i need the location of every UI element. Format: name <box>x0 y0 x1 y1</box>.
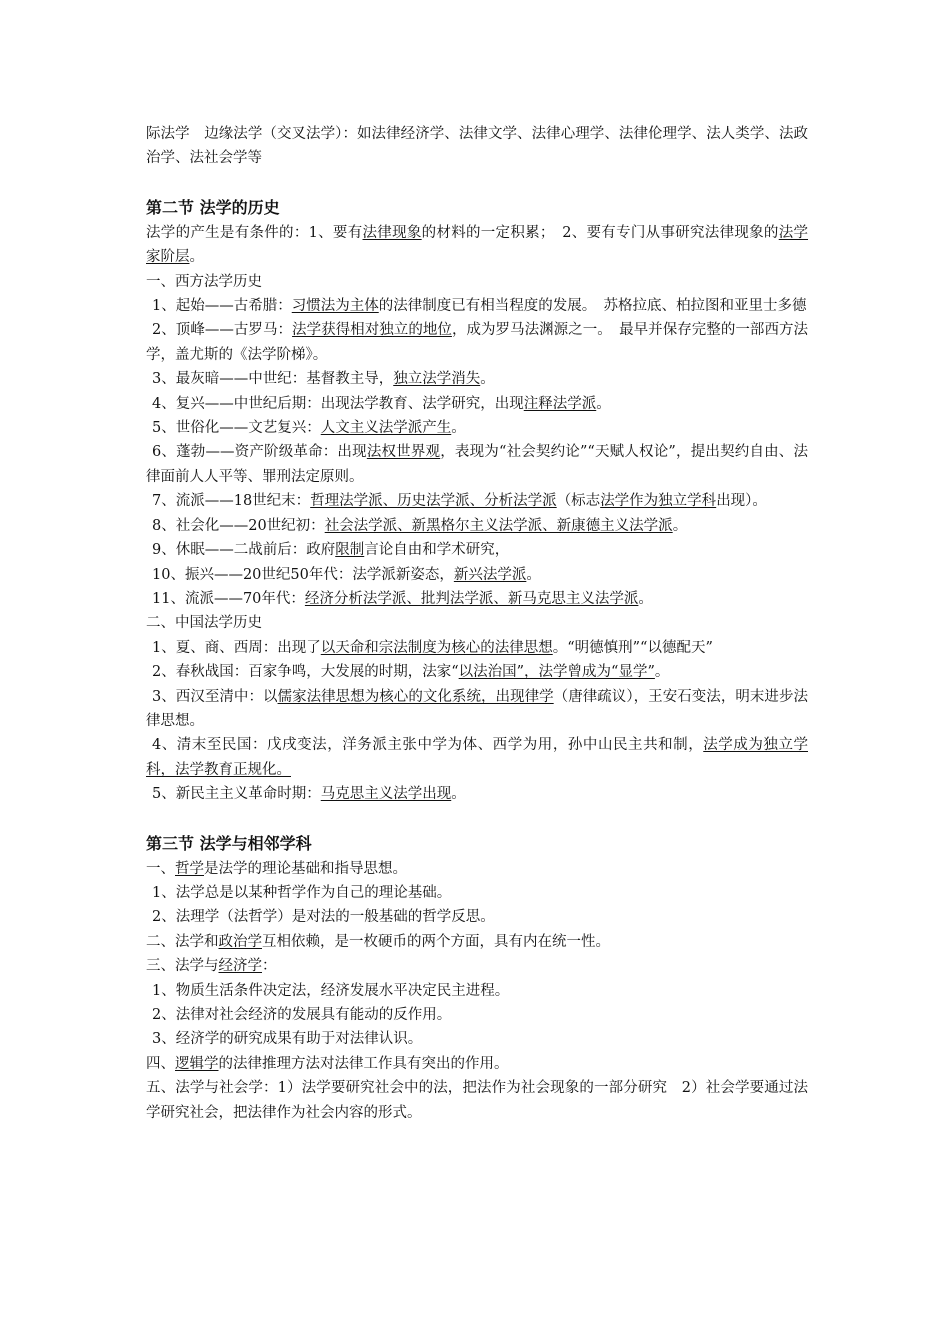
discipline-item: 二、法学和政治学互相依赖，是一枚硬币的两个方面，具有内在统一性。 <box>146 933 610 950</box>
intro-paragraph: 际法学 边缘法学（交叉法学）：如法律经济学、法律文学、法律心理学、法律伦理学、法人类学、法政治学、法社会学等 <box>146 126 808 167</box>
west-item: 2、顶峰——古罗马：法学获得相对独立的地位，成为罗马法渊源之一。 最早并保存完整的一部西方法学，盖尤斯的《法学阶梯》。 <box>146 322 809 363</box>
west-item: 6、蓬勃——资产阶级革命：出现法权世界观，表现为“社会契约论”“天赋人权论”，提出契约自由、法律面前人人平等、罪刑法定原则。 <box>146 444 808 485</box>
west-history-title: 一、西方法学历史 <box>146 273 262 290</box>
china-item: 2、春秋战国：百家争鸣，大发展的时期，法家“以法治国”，法学曾成为“显学”。 <box>152 664 670 681</box>
discipline-item: 2、法律对社会经济的发展具有能动的反作用。 <box>152 1007 452 1023</box>
discipline-item: 3、经济学的研究成果有助于对法律认识。 <box>152 1031 423 1048</box>
discipline-item: 2、法理学（法哲学）是对法的一般基础的哲学反思。 <box>152 909 495 926</box>
discipline-item: 四、逻辑学的法律推理方法对法律工作具有突出的作用。 <box>146 1055 509 1072</box>
section-heading-history: 第二节 法学的历史 <box>146 197 280 217</box>
discipline-item: 1、法学总是以某种哲学作为自己的理论基础。 <box>152 884 452 901</box>
west-item: 8、社会化——20世纪初：社会法学派、新黑格尔主义法学派、新康德主义法学派。 <box>152 517 688 534</box>
west-item: 7、流派——18世纪末：哲理法学派、历史法学派、分析法学派（标志法学作为独立学科出现）。 <box>152 493 767 510</box>
china-item: 3、西汉至清中：以儒家法律思想为核心的文化系统，出现律学（唐律疏议），王安石变法，明末进步法律思想。 <box>146 688 808 729</box>
document-body <box>146 122 808 1125</box>
china-history-title: 二、中国法学历史 <box>146 615 262 632</box>
west-item: 1、起始——古希腊：习惯法为主体的法律制度已有相当程度的发展。 苏格拉底、柏拉图和亚里士多德 <box>152 298 807 315</box>
west-item: 4、复兴——中世纪后期：出现法学教育、法学研究，出现注释法学派。 <box>152 395 611 412</box>
discipline-item: 1、物质生活条件决定法，经济发展水平决定民主进程。 <box>152 982 510 999</box>
west-item: 10、振兴——20世纪50年代：法学派新姿态，新兴法学派。 <box>152 566 541 583</box>
west-item: 5、世俗化——文艺复兴：人文主义法学派产生。 <box>152 420 466 437</box>
section-heading-neighbor-disciplines: 第三节 法学与相邻学科 <box>146 833 312 853</box>
history-intro: 法学的产生是有条件的：1、要有法律现象的材料的一定积累； 2、要有专门从事研究法律现象的法学家阶层。 <box>146 224 809 266</box>
west-item: 11、流派——70年代：经济分析法学派、批判法学派、新马克思主义法学派。 <box>152 590 653 607</box>
discipline-item: 一、哲学是法学的理论基础和指导思想。 <box>146 860 407 877</box>
discipline-item: 三、法学与经济学： <box>146 958 277 975</box>
west-item: 9、休眠——二战前后：政府限制言论自由和学术研究， <box>152 542 510 559</box>
china-item: 1、夏、商、西周：出现了以天命和宗法制度为核心的法律思想。“明德慎刑”“以德配天” <box>152 639 713 656</box>
china-item: 5、新民主主义革命时期：马克思主义法学出现。 <box>152 786 466 803</box>
discipline-item: 五、法学与社会学：1）法学要研究社会中的法，把法作为社会现象的一部分研究 2）社会学要通过法学研究社会，把法律作为社会内容的形式。 <box>146 1080 808 1121</box>
west-item: 3、最灰暗——中世纪：基督教主导，独立法学消失。 <box>152 371 495 388</box>
china-item: 4、清末至民国：戊戌变法，洋务派主张中学为体、西学为用，孙中山民主共和制，法学成为独立学科，法学教育正规化。 <box>146 737 808 778</box>
